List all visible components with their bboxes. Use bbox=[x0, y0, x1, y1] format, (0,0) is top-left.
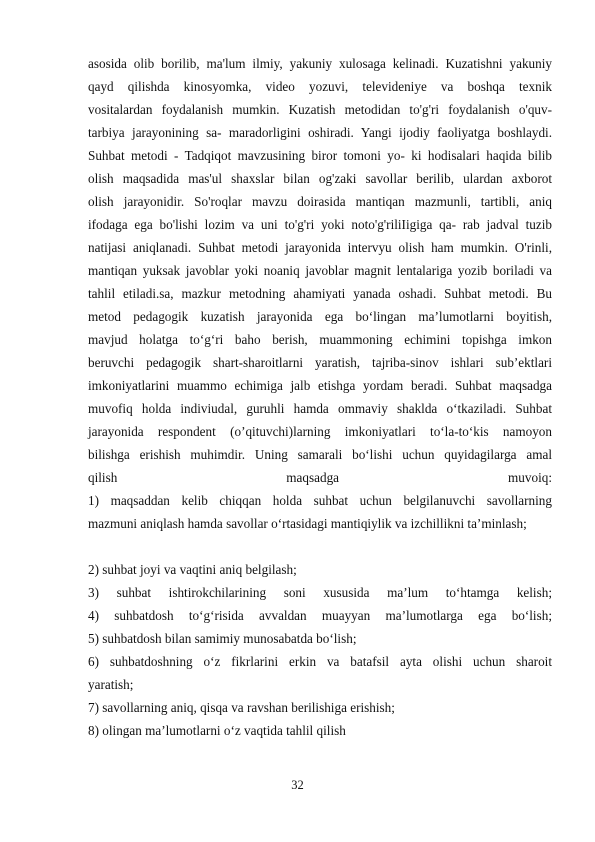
paragraph-line: qayd qilishda kinosyomka, video yozuvi, televideniye va boshqa texnik bbox=[88, 79, 552, 94]
body-text bbox=[88, 52, 552, 742]
requirements-list bbox=[88, 489, 552, 742]
list-item: 7) savollarning aniq, qisqa va ravshan berilishiga erishish; bbox=[88, 700, 395, 715]
paragraph-line: mantiqan yuksak javoblar yoki noaniq javoblar magnit lentalariga yozib boriladi va bbox=[88, 263, 552, 278]
paragraph-line: vositalardan foydalanish mumkin. Kuzatish metodidan to'g'ri foydalanish o'quv- bbox=[88, 102, 552, 117]
list-item: 3) suhbat ishtirokchilarining soni xususida ma’lum to‘htamga kelish; bbox=[88, 585, 552, 600]
paragraph-line: olish jarayonidir. So'roqlar mavzu doirasida mantiqan mazmunli, tartibli, aniq bbox=[88, 194, 552, 209]
list-item: yaratish; bbox=[88, 677, 134, 692]
list-item: 6) suhbatdoshning o‘z fikrlarini erkin va batafsil ayta olishi uchun sharoit bbox=[88, 654, 552, 669]
paragraph-line: imkoniyatlarini muammo echimiga jalb etishga yordam beradi. Suhbat maqsadga bbox=[88, 378, 552, 393]
paragraph-line: beruvchi pedagogik shart-sharoitlarni yaratish, tajriba-sinov ishlari sub’ektlari bbox=[88, 355, 552, 370]
paragraph-line: tahlil etiladi.sa, mazkur metodning ahamiyati yanada oshadi. Suhbat metodi. Bu bbox=[88, 286, 552, 301]
paragraph-line: ifodaga ega bo'lishi lozim va uni to'g'ri yoki noto'g'riliIigiga qa- rab jadval tuzib bbox=[88, 217, 552, 232]
list-item: 2) suhbat joyi va vaqtini aniq belgilash; bbox=[88, 562, 297, 577]
paragraph-line: bilishga erishish muhimdir. Uning samarali bo‘lishi uchun quyidagilarga amal bbox=[88, 447, 552, 462]
paragraph-line: Suhbat metodi - Tadqiqot mavzusining biror tomoni yo- ki hodisalari haqida bilib bbox=[88, 148, 552, 163]
page-number: 32 bbox=[291, 778, 304, 792]
paragraph-line: jarayonida respondent (o’qituvchi)larning imkoniyatlari to‘la-to‘kis namoyon bbox=[88, 424, 552, 439]
list-item: 8) olingan ma’lumotlarni o‘z vaqtida tahlil qilish bbox=[88, 723, 346, 738]
paragraph-line: tarbiya jarayonining sa- maradorligini oshiradi. Yangi ijodiy faoliyatga boshlaydi. bbox=[88, 125, 552, 140]
paragraph-line: muvofiq holda indiviudal, guruhli hamda ommaviy shaklda o‘tkaziladi. Suhbat bbox=[88, 401, 552, 416]
list-item: mazmuni aniqlash hamda savollar o‘rtasidagi mantiqiylik va izchillikni ta’minlash; bbox=[88, 516, 527, 531]
main-paragraph bbox=[88, 52, 552, 489]
list-item: 5) suhbatdosh bilan samimiy munosabatda bo‘lish; bbox=[88, 631, 357, 646]
paragraph-line: asosida olib borilib, ma'lum ilmiy, yakuniy xulosaga kelinadi. Kuzatishni yakuniy bbox=[88, 56, 552, 71]
paragraph-line: qilish maqsadga muvoiq: bbox=[88, 470, 552, 485]
list-item: 1) maqsaddan kelib chiqqan holda suhbat uchun belgilanuvchi savollarning bbox=[88, 493, 552, 508]
paragraph-line: olish maqsadida mas'ul shaxslar bilan og'zaki savollar berilib, ulardan axborot bbox=[88, 171, 552, 186]
list-item: 4) suhbatdosh to‘g‘risida avvaldan muayyan ma’lumotlarga ega bo‘lish; bbox=[88, 608, 552, 623]
paragraph-line: mavjud holatga to‘g‘ri baho berish, muammoning echimini topishga imkon bbox=[88, 332, 552, 347]
blank-line bbox=[88, 535, 552, 558]
paragraph-line: natijasi aniqlanadi. Suhbat metodi jarayonida intervyu olish ham mumkin. O'rinli, bbox=[88, 240, 552, 255]
paragraph-line: metod pedagogik kuzatish jarayonida ega bo‘lingan ma’lumotlarni boyitish, bbox=[88, 309, 552, 324]
